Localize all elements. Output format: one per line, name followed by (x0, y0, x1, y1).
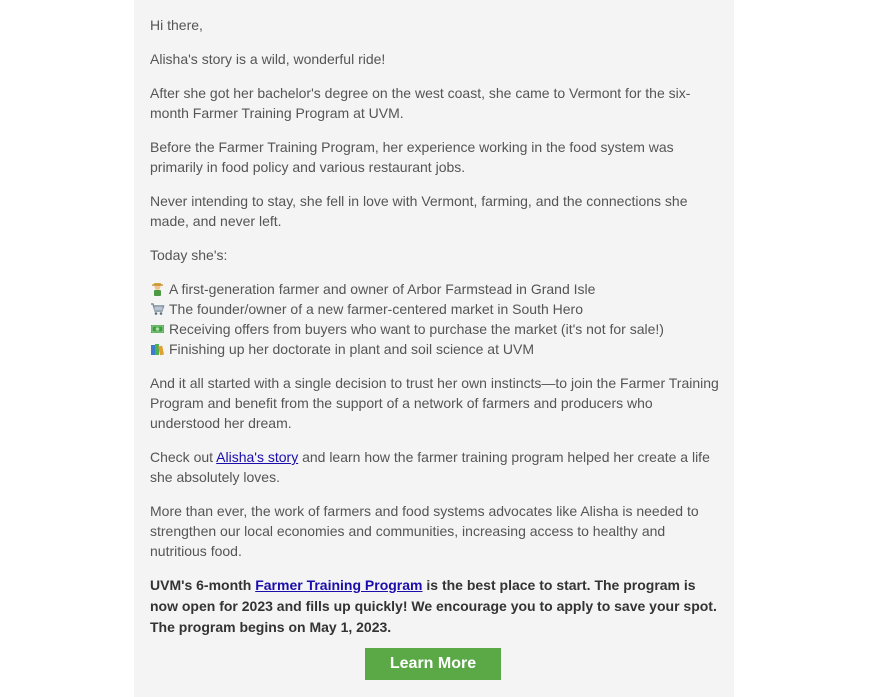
email-body (134, 0, 734, 697)
stay-paragraph: Never intending to stay, she fell in love with Vermont, farming, and the connections she made, and never left. (150, 193, 688, 229)
farmer-emoji-icon (150, 282, 165, 296)
list-item-text: Finishing up her doctorate in plant and soil science at UVM (169, 341, 534, 357)
achievements-list (150, 279, 720, 359)
cta-prefix: UVM's 6-month (150, 577, 256, 593)
today-heading: Today she's: (150, 247, 228, 263)
cta-paragraph (150, 575, 720, 638)
list-item-text: The founder/owner of a new farmer-centered market in South Hero (169, 301, 583, 317)
list-item-text: Receiving offers from buyers who want to purchase the market (it's not for sale!) (169, 321, 664, 337)
experience-paragraph: Before the Farmer Training Program, her experience working in the food system was primarily in food policy and various restaurant jobs. (150, 139, 674, 175)
shopping-cart-emoji-icon (150, 302, 165, 316)
list-item (150, 279, 720, 299)
intro-paragraph: Alisha's story is a wild, wonderful ride! (150, 51, 386, 67)
learn-more-button[interactable]: Learn More (365, 648, 501, 680)
need-paragraph: More than ever, the work of farmers and food systems advocates like Alisha is needed to strengthen our local economies and communities, increasing access to healthy and nutritious food. (150, 503, 699, 559)
greeting: Hi there, (150, 17, 203, 33)
button-container (365, 648, 501, 680)
email-content (150, 15, 720, 652)
alishas-story-link[interactable]: Alisha's story (216, 449, 299, 465)
farmer-training-program-link[interactable]: Farmer Training Program (255, 577, 423, 593)
decision-paragraph: And it all started with a single decision to trust her own instincts—to join the Farmer Training Program and benefit from the support of a network of farmers and producers who understood her dream. (150, 375, 719, 431)
list-item (150, 299, 720, 319)
cta-suffix: is the best place to start. The program is now open for 2023 and fills up quickly! We encourage you to apply to save your spot. The program begins on May 1, 2023. (150, 577, 717, 635)
books-emoji-icon (150, 342, 165, 356)
money-emoji-icon (150, 322, 165, 336)
checkout-prefix: Check out (150, 449, 217, 465)
checkout-suffix: and learn how the farmer training program helped her create a life she absolutely loves. (150, 449, 710, 485)
checkout-paragraph (150, 447, 720, 487)
list-item-text: A first-generation farmer and owner of Arbor Farmstead in Grand Isle (169, 281, 596, 297)
list-item (150, 319, 720, 339)
education-paragraph: After she got her bachelor's degree on the west coast, she came to Vermont for the six-month Farmer Training Program at UVM. (150, 85, 691, 121)
list-item (150, 339, 720, 359)
